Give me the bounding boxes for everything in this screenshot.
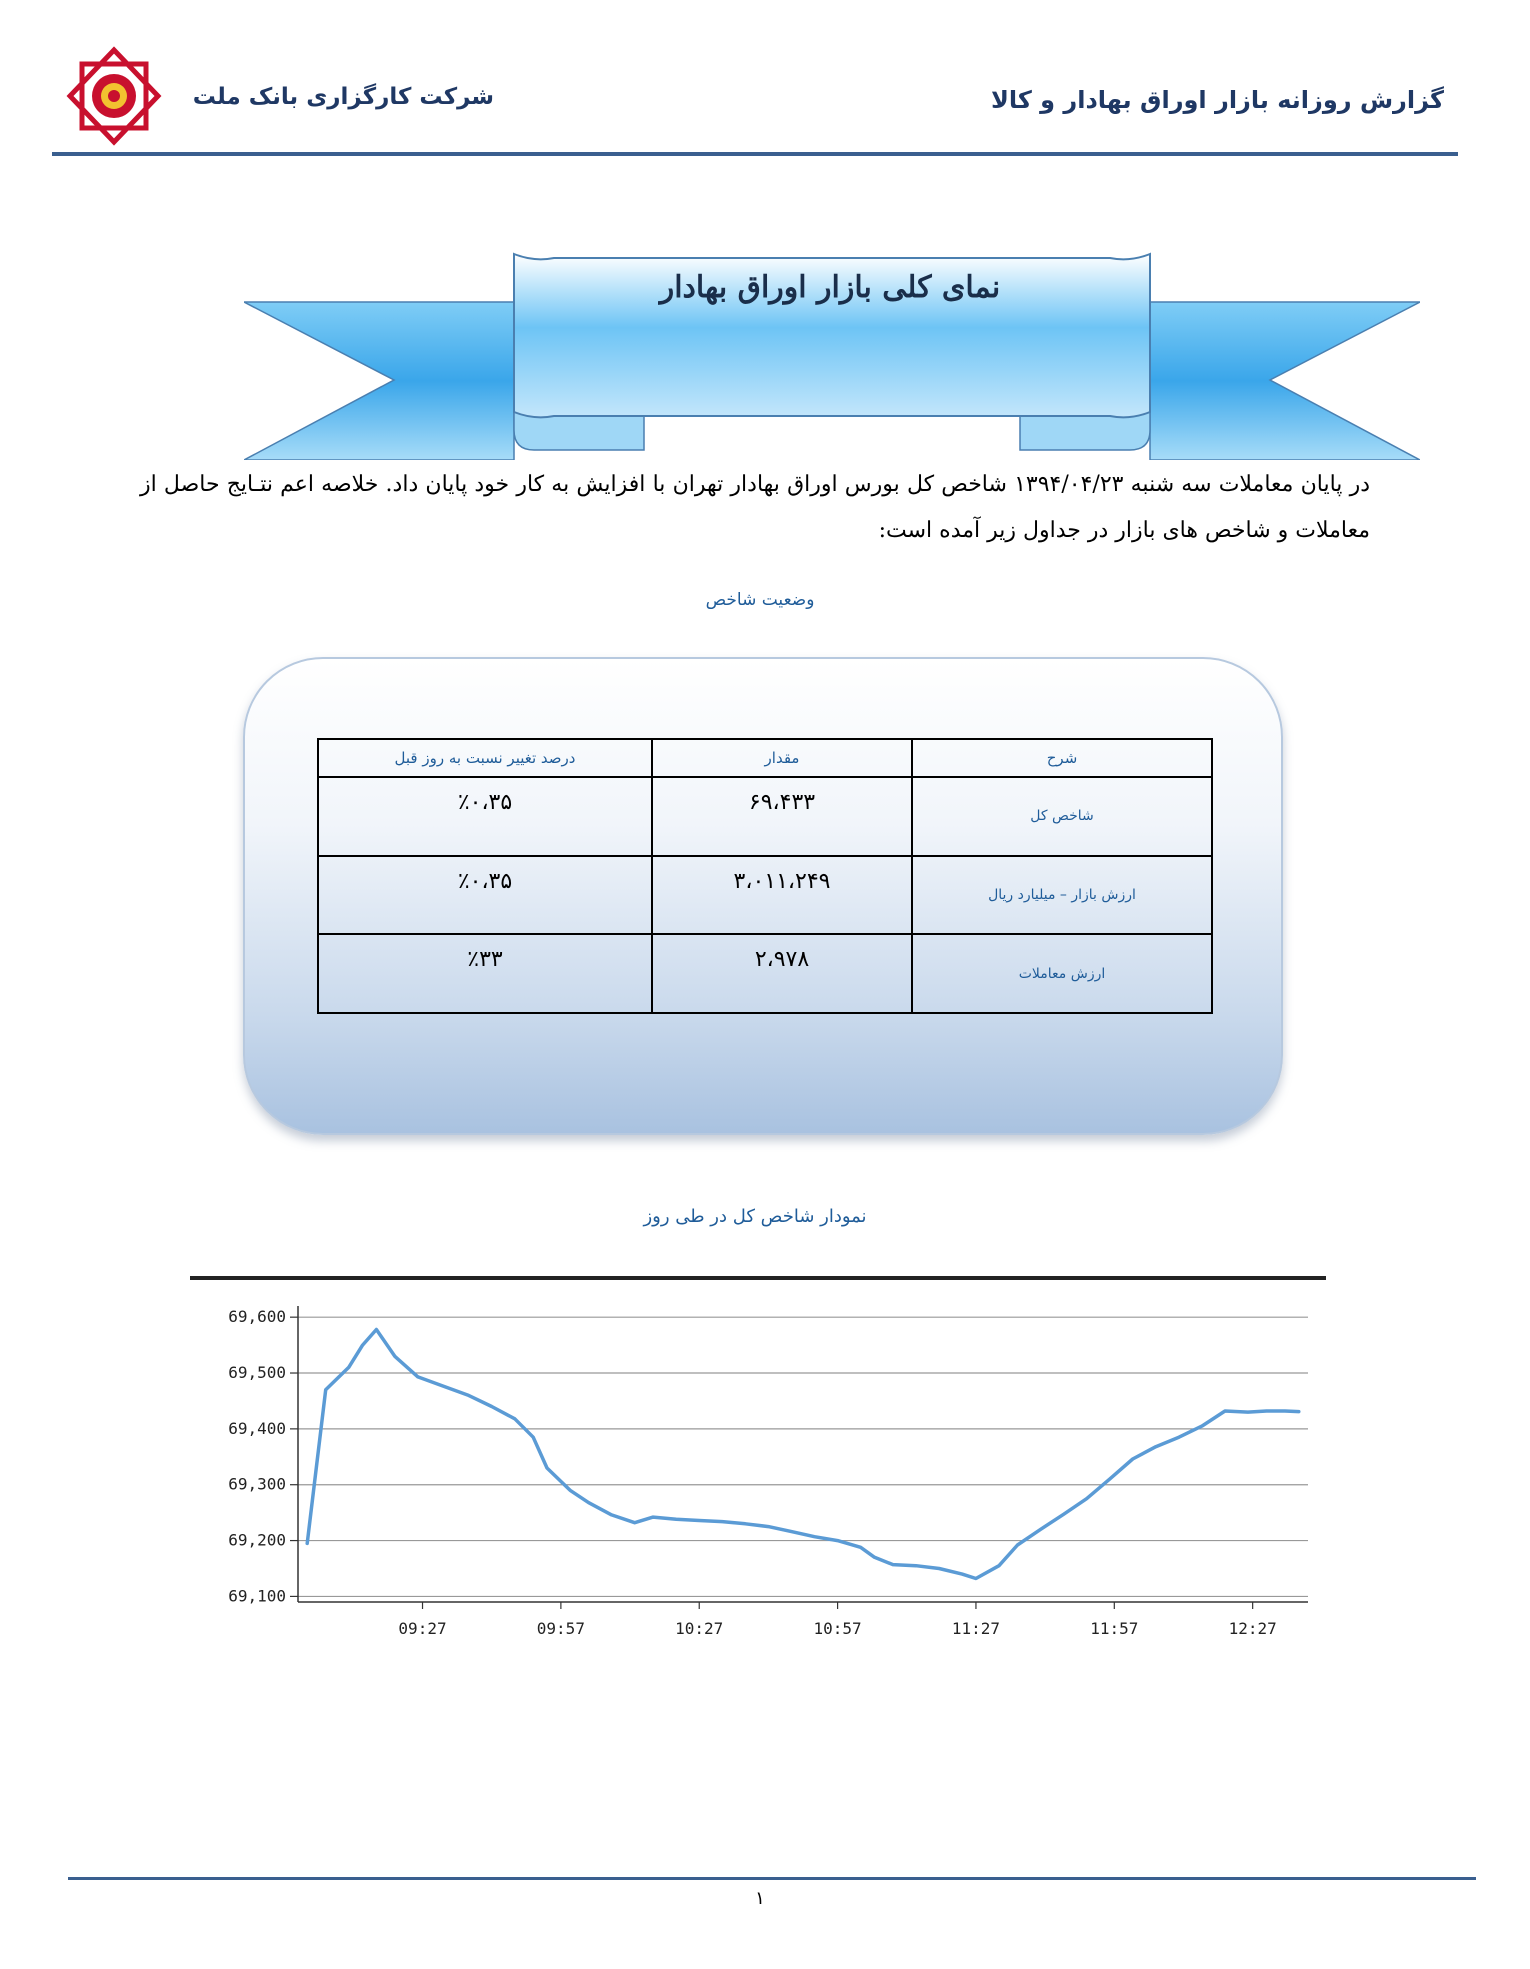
row-value: ۲،۹۷۸ — [652, 934, 912, 1013]
page-number: ۱ — [755, 1888, 765, 1909]
company-logo — [62, 46, 166, 146]
y-tick-label: 69,100 — [228, 1586, 286, 1606]
row-value: ۳،۰۱۱،۲۴۹ — [652, 856, 912, 935]
table-row — [318, 856, 1212, 935]
x-tick-label: 10:57 — [813, 1619, 862, 1638]
table-row — [318, 777, 1212, 856]
column-header: شرح — [912, 739, 1212, 777]
index-table-caption: وضعیت شاخص — [705, 590, 815, 610]
row-change: ٪۰،۳۵ — [318, 777, 652, 856]
index-table — [317, 738, 1211, 1014]
intro-paragraph: در پایان معاملات سه شنبه ۱۳۹۴/۰۴/۲۳ شاخص کل بورس اوراق بهادار تهران با افزایش به کار خود پایان داد. خلاصه اعم نتـایج حاصل از معاملات و شاخص های بازار در جداول زیر آمده است: — [140, 472, 1370, 543]
x-tick-label: 09:27 — [398, 1619, 447, 1638]
row-value: ۶۹،۴۳۳ — [652, 777, 912, 856]
chart-caption: نمودار شاخص کل در طی روز — [643, 1206, 867, 1227]
company-name: شرکت کارگزاری بانک ملت — [192, 84, 494, 110]
column-header: درصد تغییر نسبت به روز قبل — [318, 739, 652, 777]
index-chart — [190, 1276, 1326, 1686]
report-title: گزارش روزانه بازار اوراق بهادار و کالا — [990, 86, 1444, 114]
row-change: ٪۰،۳۵ — [318, 856, 652, 935]
x-tick-label: 11:27 — [951, 1619, 1001, 1638]
y-tick-label: 69,500 — [228, 1363, 286, 1383]
table-row — [318, 934, 1212, 1013]
x-tick-label: 10:27 — [675, 1619, 724, 1638]
y-tick-label: 69,600 — [228, 1307, 286, 1327]
column-header: مقدار — [652, 739, 912, 777]
footer-divider — [68, 1877, 1476, 1880]
y-tick-label: 69,300 — [228, 1474, 286, 1494]
y-tick-label: 69,200 — [228, 1530, 286, 1550]
x-tick-label: 12:27 — [1228, 1619, 1277, 1638]
header-divider — [52, 152, 1458, 156]
row-label: ارزش بازار – میلیارد ریال — [912, 856, 1212, 935]
x-tick-label: 09:57 — [536, 1619, 585, 1638]
y-tick-label: 69,400 — [228, 1418, 286, 1438]
row-label: شاخص کل — [912, 777, 1212, 856]
banner-title: نمای کلی بازار اوراق بهادار — [659, 270, 1001, 305]
table-header-row — [318, 739, 1212, 777]
x-tick-label: 11:57 — [1090, 1619, 1139, 1638]
row-label: ارزش معاملات — [912, 934, 1212, 1013]
row-change: ٪۳۳ — [318, 934, 652, 1013]
index-chart-svg — [190, 1276, 1326, 1686]
